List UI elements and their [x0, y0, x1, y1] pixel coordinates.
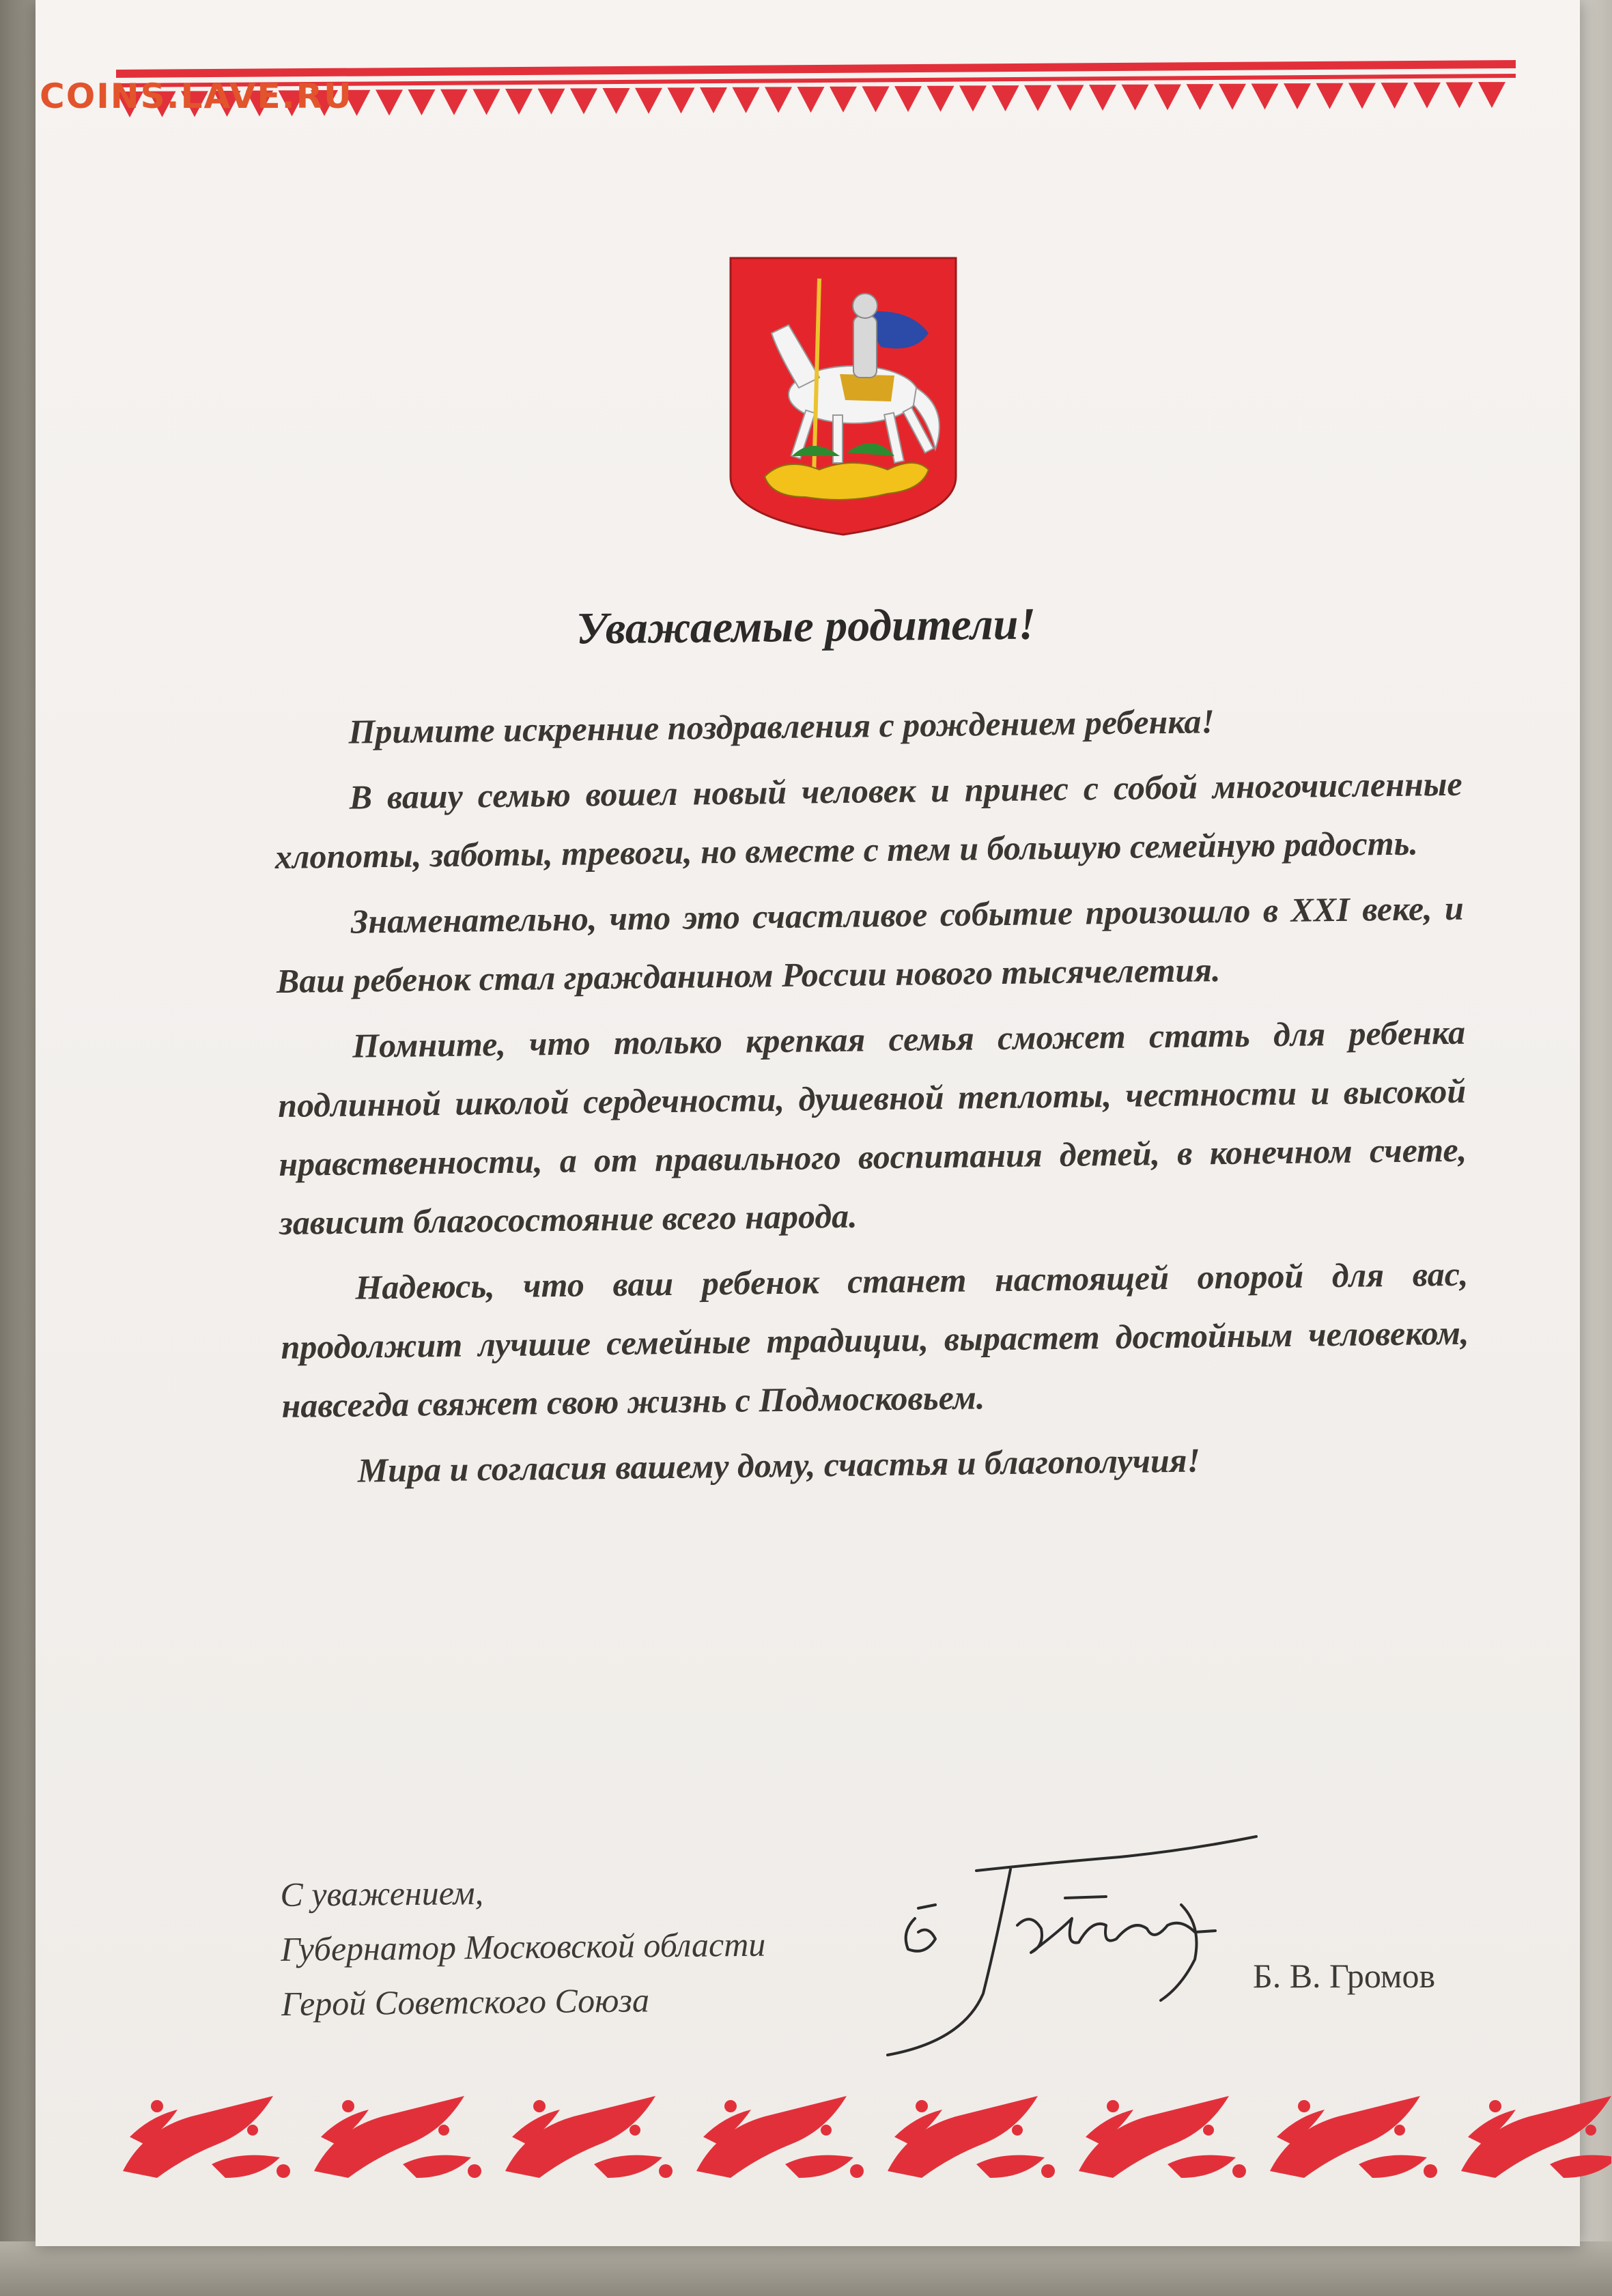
ornament-leaf	[505, 2096, 673, 2178]
ornament-triangle	[538, 89, 565, 115]
paragraph-strong-family: Помните, что только крепкая семья сможет стать для ребенка подлинной школой сердечности, душевной теплоты, честности и высокой нравственности, а от правильного воспитания детей, в конечном счете, зависит благосостояние всего народа.	[277, 1012, 1467, 1242]
ornament-triangle	[700, 87, 727, 113]
ornament-triangle	[668, 87, 695, 113]
ornament-triangle	[1348, 83, 1376, 109]
ornament-triangle	[635, 88, 662, 114]
ornament-triangle	[603, 88, 630, 114]
ornament-triangle	[1219, 84, 1246, 110]
ornament-triangle	[992, 85, 1019, 111]
ornament-triangle	[1024, 85, 1051, 111]
ornament-triangle	[1089, 85, 1116, 111]
paragraph-congrats: Примите искренние поздравления с рождением ребенка!	[348, 702, 1215, 751]
closing-block	[280, 1862, 767, 2031]
bottom-floral-ornament	[109, 2082, 1611, 2185]
ornament-triangle	[1381, 83, 1409, 109]
ornament-triangle	[1187, 84, 1214, 110]
closing-regards: С уважением,	[280, 1873, 484, 1914]
ornament-triangle	[1413, 83, 1441, 109]
ornament-triangle	[894, 86, 922, 112]
letter-title: Уважаемые родители!	[576, 599, 1036, 654]
moscow-oblast-coat-of-arms-icon	[724, 251, 963, 538]
paragraph-wishes: Мира и согласия вашему дому, счастья и благополучия!	[357, 1441, 1201, 1490]
ornament-triangle	[1154, 84, 1181, 110]
ornament-triangle	[505, 89, 533, 115]
ornament-triangle	[733, 87, 760, 113]
ornament-triangle	[570, 88, 597, 114]
handwritten-signature	[860, 1816, 1284, 2069]
ornament-triangle	[1446, 82, 1473, 108]
watermark: COINS.LAVE.RU	[40, 76, 353, 116]
closing-honor: Герой Советского Союза	[281, 1981, 650, 2023]
ornament-triangle	[1057, 85, 1084, 111]
ornament-leaf	[888, 2096, 1055, 2178]
ornament-triangle	[473, 89, 500, 115]
ornament-leaf	[1270, 2096, 1437, 2178]
ornament-triangle	[408, 89, 436, 115]
background-bottom	[0, 2241, 1612, 2296]
ornament-triangle	[1252, 83, 1279, 109]
signer-name: Б. В. Громов	[1253, 1957, 1436, 1995]
ornament-leaf	[314, 2096, 481, 2178]
ornament-leaf	[1461, 2096, 1611, 2178]
ornament-triangle	[797, 87, 825, 113]
ornament-triangle	[1478, 82, 1505, 108]
ornament-triangle	[1122, 85, 1149, 111]
ornament-triangle	[959, 85, 987, 111]
ornament-triangle	[765, 87, 792, 113]
ornament-triangle	[927, 86, 955, 112]
ornament-triangle	[376, 89, 403, 115]
ornament-triangle	[440, 89, 468, 115]
letter-body	[273, 689, 1471, 1507]
paragraph-xxi-century: Знаменательно, что это счастливое событие произошло в XXI веке, и Ваш ребенок стал гражданином России нового тысячелетия.	[276, 888, 1465, 1000]
ornament-triangle	[1284, 83, 1311, 109]
closing-position: Губернатор Московской области	[280, 1925, 766, 1968]
ornament-leaf	[696, 2096, 864, 2178]
ornament-triangle	[830, 87, 857, 113]
ornament-leaf	[123, 2096, 290, 2178]
ornament-triangle	[1316, 83, 1344, 109]
paragraph-hope: Надеюсь, что ваш ребенок станет настоящей опорой для вас, продолжит лучшие семейные традиции, вырастет достойным человеком, навсегда свяжет свою жизнь с Подмосковьем.	[281, 1254, 1469, 1425]
ornament-leaf	[1079, 2096, 1246, 2178]
ornament-triangle	[862, 86, 890, 112]
paragraph-new-person: В вашу семью вошел новый человек и принес с собой многочисленные хлопоты, заботы, тревоги, но вместе с тем и большую семейную радость.	[274, 764, 1462, 876]
